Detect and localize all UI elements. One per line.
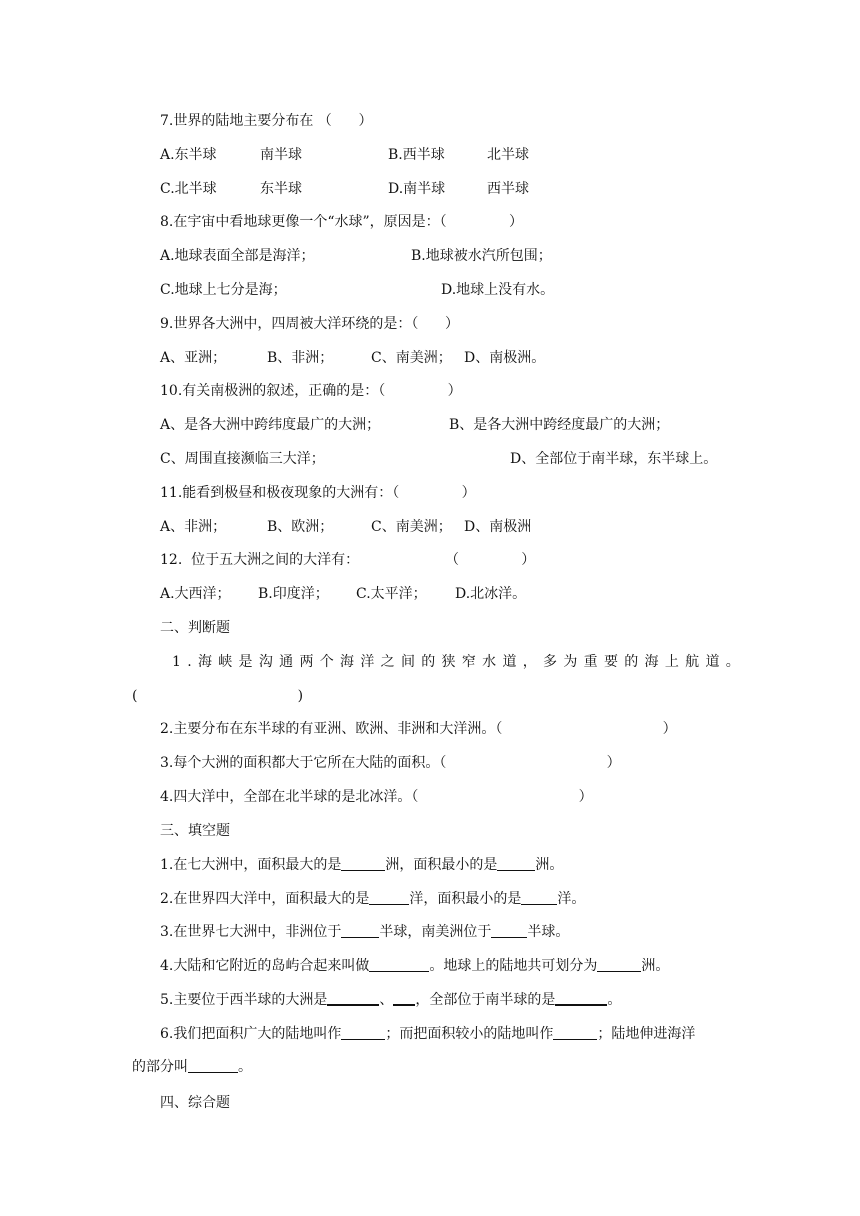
q7-option-c-pair: 东半球	[260, 181, 302, 197]
q7-option-b-pair: 北半球	[487, 147, 529, 163]
fill-blank[interactable]	[327, 990, 379, 1006]
fill-blank[interactable]	[341, 1025, 385, 1040]
fill-q6-line1: 6.我们把面积广大的陆地叫作 ；而把面积较小的陆地叫作 ；陆地伸进海洋	[160, 1026, 696, 1042]
fill-q3: 3.在世界七大洲中，非洲位于 半球，南美洲位于 半球。	[160, 924, 570, 940]
fill-blank[interactable]	[188, 1058, 238, 1073]
q10-option-a: A、是各大洲中跨纬度最广的大洲；	[160, 417, 381, 433]
fill-blank[interactable]	[497, 856, 535, 871]
judge-q2: 2.主要分布在东半球的有亚洲、欧洲、非洲和大洋洲。（ ）	[160, 721, 677, 737]
q11-option-d: D、南极洲	[464, 519, 532, 535]
fill-blank[interactable]	[491, 923, 527, 938]
q7-option-a-pair: 南半球	[260, 147, 302, 163]
q12-option-c: C.太平洋；	[356, 586, 427, 602]
fill-blank[interactable]	[341, 923, 379, 938]
q9-option-b: B、非洲；	[267, 350, 334, 366]
fill-blank[interactable]	[555, 990, 607, 1006]
fill-q2: 2.在世界四大洋中，面积最大的是 洋，面积最小的是 洋。	[160, 891, 586, 907]
section-heading-comprehensive: 四、综合题	[160, 1095, 230, 1111]
q12-option-d: D.北冰洋。	[455, 586, 527, 602]
q7-option-b: B.西半球	[388, 147, 445, 163]
fill-q6-line2: 的部分叫 。	[132, 1059, 252, 1075]
q8-option-b: B.地球被水汽所包围；	[411, 248, 552, 264]
q11-option-b: B、欧洲；	[267, 519, 334, 535]
judge-q1-text: 1.海峡是沟通两个海洋之间的狭窄水道，多为重要的海上航道。	[172, 654, 747, 670]
q9-option-c: C、南美洲；	[371, 350, 452, 366]
q7-stem: 7.世界的陆地主要分布在 （ ）	[160, 113, 373, 129]
q8-stem: 8.在宇宙中看地球更像一个“水球”，原因是：（ ）	[160, 214, 523, 230]
fill-blank[interactable]	[341, 856, 385, 871]
q9-stem: 9.世界各大洲中，四周被大洋环绕的是：（ ）	[160, 316, 460, 332]
q7-option-a: A.东半球	[160, 147, 217, 163]
q12-answer-paren: （ ）	[445, 552, 536, 568]
q11-option-a: A、非洲；	[160, 519, 227, 535]
judge-q3: 3.每个大洲的面积都大于它所在大陆的面积。（ ）	[160, 755, 621, 771]
fill-blank[interactable]	[553, 1025, 597, 1040]
q10-option-c: C、周围直接濒临三大洋；	[160, 451, 325, 467]
q12-option-b: B.印度洋；	[258, 586, 329, 602]
q9-option-d: D、南极洲。	[464, 350, 546, 366]
q10-option-d: D、全部位于南半球，东半球上。	[510, 451, 718, 467]
fill-blank[interactable]	[521, 890, 557, 905]
q11-stem: 11.能看到极昼和极夜现象的大洲有：（ ）	[160, 485, 476, 501]
q10-stem: 10.有关南极洲的叙述，正确的是：（ ）	[160, 383, 462, 399]
q8-option-d: D.地球上没有水。	[441, 282, 555, 298]
fill-blank[interactable]	[369, 890, 409, 905]
q10-option-b: B、是各大洲中跨经度最广的大洲；	[449, 417, 670, 433]
q9-option-a: A、亚洲；	[160, 350, 227, 366]
fill-q5: 5.主要位于西半球的大洲是 、 ，全部位于南半球的是 。	[160, 992, 622, 1008]
fill-blank[interactable]	[393, 990, 415, 1006]
section-heading-fill: 三、填空题	[160, 823, 230, 839]
q12-option-a: A.大西洋；	[160, 586, 231, 602]
q8-option-a: A.地球表面全部是海洋；	[160, 248, 315, 264]
q7-option-d-pair: 西半球	[487, 181, 529, 197]
judge-q4: 4.四大洋中，全部在北半球的是北冰洋。（ ）	[160, 789, 593, 805]
q12-stem: 12. 位于五大洲之间的大洋有：	[160, 552, 360, 568]
fill-blank[interactable]	[369, 957, 429, 972]
judge-q1-paren: ( )	[132, 688, 304, 704]
fill-blank[interactable]	[597, 957, 641, 972]
q7-option-c: C.北半球	[160, 181, 217, 197]
fill-q4: 4.大陆和它附近的岛屿合起来叫做 。地球上的陆地共可划分为 洲。	[160, 958, 670, 974]
q8-option-c: C.地球上七分是海；	[160, 282, 287, 298]
q7-option-d: D.南半球	[388, 181, 446, 197]
q11-option-c: C、南美洲；	[371, 519, 452, 535]
fill-q1: 1.在七大洲中，面积最大的是 洲，面积最小的是 洲。	[160, 857, 564, 873]
section-heading-judgment: 二、判断题	[160, 620, 230, 636]
